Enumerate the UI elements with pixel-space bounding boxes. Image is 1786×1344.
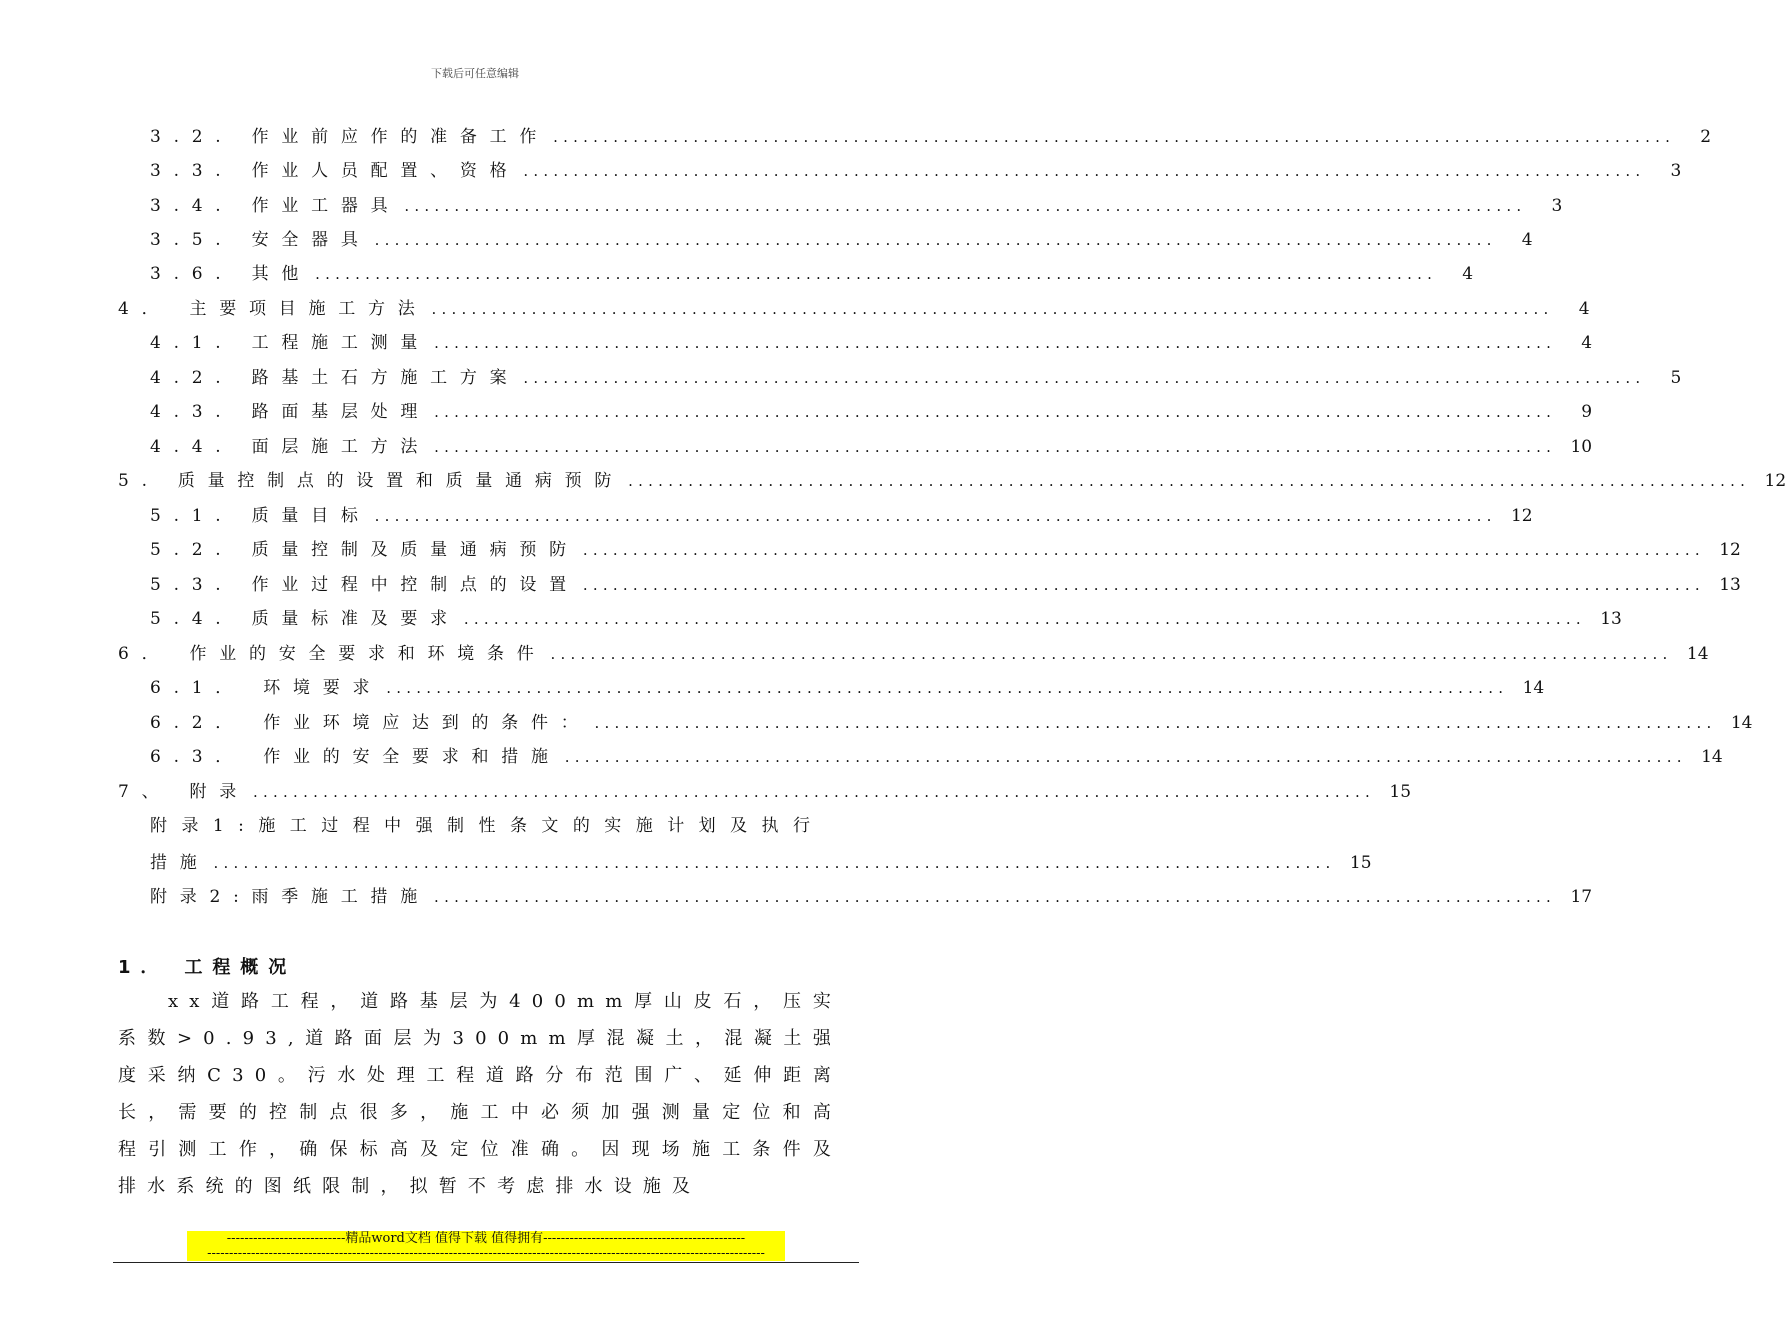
toc-entry xyxy=(150,533,1741,567)
toc-leader: ................................................................................................................ xyxy=(434,334,1557,352)
toc-leader: ................................................................................................................ xyxy=(315,265,1438,283)
toc-entry xyxy=(118,637,1709,671)
toc-entry xyxy=(118,464,1786,498)
toc-leader: ................................................................................................................ xyxy=(404,197,1527,215)
toc-leader: ................................................................................................................ xyxy=(550,645,1673,663)
toc-leader: ................................................................................................................ xyxy=(523,369,1646,387)
section-heading: 1． 工程概况 xyxy=(118,957,297,978)
toc-leader: ................................................................................................................ xyxy=(434,403,1557,421)
toc-entry-page: 14 xyxy=(1686,644,1709,664)
toc-entry-label: 3.6. 其他 xyxy=(150,264,312,284)
toc-entry-page: 9 xyxy=(1581,402,1593,422)
toc-entry xyxy=(150,809,842,843)
toc-entry xyxy=(118,775,1412,809)
toc-entry-page: 4 xyxy=(1578,299,1590,319)
toc-entry xyxy=(150,568,1741,602)
toc-leader: ................................................................................................................ xyxy=(553,128,1676,146)
toc-entry-label: 3.4. 作业工器具 xyxy=(150,196,401,216)
toc-entry-label: 4.3. 路面基层处理 xyxy=(150,402,431,422)
toc-entry-label: 5.2. 质量控制及质量通病预防 xyxy=(150,540,579,560)
toc-entry-label: 6.1． 环境要求 xyxy=(150,678,383,698)
toc-entry xyxy=(150,257,1474,291)
toc-leader: ................................................................................................................ xyxy=(564,748,1687,766)
page-header-note: 下载后可任意编辑 xyxy=(431,67,519,80)
toc-leader: ................................................................................................................ xyxy=(213,854,1336,872)
toc-leader: ................................................................................................................ xyxy=(252,783,1376,801)
toc-entry-page: 15 xyxy=(1389,782,1412,802)
toc-leader: ................................................................................................................ xyxy=(434,888,1557,906)
toc-entry xyxy=(150,671,1545,705)
toc-entry xyxy=(150,223,1533,257)
toc-entry-label: 6.2． 作业环境应达到的条件： xyxy=(150,713,591,733)
toc-entry xyxy=(118,292,1590,326)
toc-entry-page: 13 xyxy=(1600,609,1622,629)
toc-leader: ................................................................................................................ xyxy=(374,507,1497,525)
toc-entry-label: 4.4. 面层施工方法 xyxy=(150,437,431,457)
footer-banner-line: ---------------------------精品word文档 值得下载 值得拥有---------------------------------------------- xyxy=(187,1231,785,1246)
toc-entry-page: 4 xyxy=(1521,230,1533,250)
toc-entry xyxy=(150,846,1372,880)
toc-entry-page: 15 xyxy=(1349,853,1372,873)
toc-entry-label: 5.1. 质量目标 xyxy=(150,506,371,526)
toc-entry-page: 10 xyxy=(1570,437,1593,457)
toc-entry-page: 3 xyxy=(1551,196,1563,216)
toc-entry-label: 5.4. 质量标准及要求 xyxy=(150,609,460,629)
toc-entry-page: 4 xyxy=(1581,333,1593,353)
toc-entry-page: 12 xyxy=(1510,506,1533,526)
toc-entry-label: 4.2. 路基土石方施工方案 xyxy=(150,368,520,388)
toc-entry xyxy=(150,395,1593,429)
toc-entry-label: 附录1:施工过程中强制性条文的实施计划及执行 xyxy=(150,816,825,836)
toc-leader: ................................................................................................................ xyxy=(463,610,1586,628)
toc-leader: ................................................................................................................ xyxy=(628,472,1751,490)
footer-banner-line: ------------------------------------------------------------------------------------------------------------------------------- xyxy=(187,1246,785,1261)
toc-entry xyxy=(150,499,1533,533)
toc-leader: ................................................................................................................ xyxy=(523,162,1646,180)
toc-entry xyxy=(150,880,1593,914)
toc-entry xyxy=(150,154,1682,188)
toc-entry xyxy=(150,706,1753,740)
toc-entry-page: 3 xyxy=(1670,161,1682,181)
toc-entry-page: 14 xyxy=(1522,678,1545,698)
toc-entry-label: 5.3. 作业过程中控制点的设置 xyxy=(150,575,579,595)
toc-entry xyxy=(150,120,1712,154)
toc-entry-page: 13 xyxy=(1719,575,1741,595)
paragraph-text: xx道路工程，道路基层为400mm厚山皮石，压实系数>0.93,道路面层为300mm厚混凝土，混凝土强度采纳C30。污水处理工程道路分布范围广、延伸距离长，需要的控制点很多，施工中必须加强测量定位和高程引测工作，确保标高及定位准确。因现场施工条件及排水系统的图纸限制，拟暂不考虑排水设施及 xyxy=(118,991,842,1197)
toc-leader: ................................................................................................................ xyxy=(582,576,1705,594)
toc-entry-page: 12 xyxy=(1719,540,1741,560)
toc-entry-label: 4.1. 工程施工测量 xyxy=(150,333,431,353)
toc-entry-page: 5 xyxy=(1670,368,1682,388)
toc-entry-label: 6． 作业的安全要求和环境条件 xyxy=(118,644,547,664)
toc-entry-label: 3.2. 作业前应作的准备工作 xyxy=(150,127,550,147)
footer-banner xyxy=(187,1231,785,1261)
toc-entry-label: 3.5. 安全器具 xyxy=(150,230,371,250)
toc-leader: ................................................................................................................ xyxy=(594,714,1717,732)
toc-entry xyxy=(150,740,1723,774)
toc-entry-label: 5. 质量控制点的设置和质量通病预防 xyxy=(118,471,625,491)
toc-entry-label: 4． 主要项目施工方法 xyxy=(118,299,428,319)
toc-leader: ................................................................................................................ xyxy=(386,679,1509,697)
toc-leader: ................................................................................................................ xyxy=(431,300,1554,318)
toc-entry xyxy=(150,189,1563,223)
toc-entry xyxy=(150,326,1593,360)
section-paragraph xyxy=(118,983,842,1205)
toc-entry-page: 4 xyxy=(1462,264,1474,284)
toc-entry-page: 12 xyxy=(1764,471,1786,491)
toc-entry-page: 17 xyxy=(1570,887,1593,907)
toc-entry-page: 2 xyxy=(1700,127,1712,147)
toc-leader: ................................................................................................................ xyxy=(374,231,1497,249)
toc-entry-label: 附录2:雨季施工措施 xyxy=(150,887,431,907)
toc-entry-label: 3.3. 作业人员配置、资格 xyxy=(150,161,520,181)
toc-leader: ................................................................................................................ xyxy=(582,541,1705,559)
toc-leader: ................................................................................................................ xyxy=(434,438,1557,456)
toc-entry-label: 7、 附录 xyxy=(118,782,249,802)
toc-entry-page: 14 xyxy=(1701,747,1723,767)
toc-entry xyxy=(150,361,1682,395)
toc-entry-label: 6.3． 作业的安全要求和措施 xyxy=(150,747,561,767)
toc-entry-label: 措施 xyxy=(150,853,210,873)
toc-entry xyxy=(150,430,1593,464)
toc-entry-page: 14 xyxy=(1730,713,1753,733)
toc-entry xyxy=(150,602,1622,636)
footer-divider xyxy=(113,1262,859,1263)
